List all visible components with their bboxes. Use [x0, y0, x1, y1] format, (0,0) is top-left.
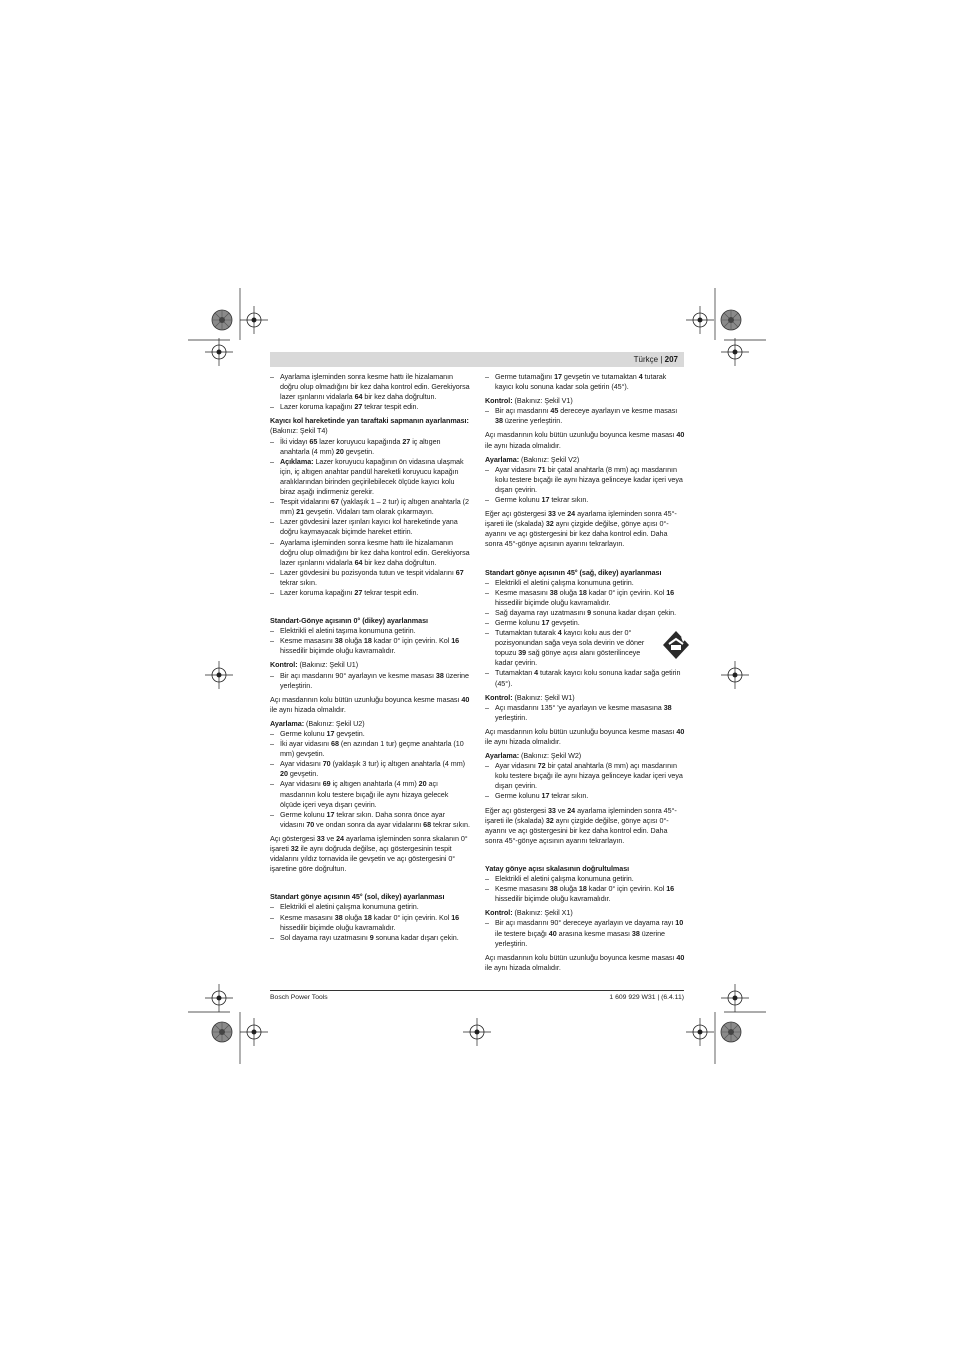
section-heading: Standart-Gönye açısının 0° (dikey) ayarlanması [270, 616, 428, 626]
list-item: – Germe kolunu 17 tekrar sıkın. [485, 495, 685, 505]
paragraph: Açı masdarının kolu bütün uzunluğu boyunca kesme masası 40 ile aynı hizada olmalıdır. [270, 694, 470, 714]
list-r1-adjust [485, 465, 685, 505]
paragraph: Açı masdarının kolu bütün uzunluğu boyunca kesme masası 40 ile aynı hizada olmalıdır. [485, 430, 685, 450]
list-r3-control [485, 918, 685, 948]
control-heading: Kontrol: (Bakınız: Şekil W1) [485, 692, 575, 702]
adjust-heading: Ayarlama: (Bakınız: Şekil V2) [485, 454, 580, 464]
list-s2-control [270, 671, 470, 691]
header-language: Türkçe [633, 355, 659, 364]
control-heading: Kontrol: (Bakınız: Şekil X1) [485, 908, 573, 918]
list-item: – Lazer gövdesini bu pozisyonda tutun ve tespit vidalarını 67 tekrar sıkın. [270, 568, 470, 588]
list-s2 [270, 626, 470, 656]
footer-brand: Bosch Power Tools [270, 994, 328, 1001]
page-header [270, 352, 684, 367]
list-r2-adjust [485, 761, 685, 801]
section-heading: Yatay gönye açısı skalasının doğrultulması [485, 863, 630, 873]
list-item: – Lazer gövdesini lazer ışınları kayıcı kol hareketinde yana doğru kaymayacak biçimde hareket ettirin. [270, 517, 470, 537]
list-item: – Elektrikli el aletini çalışma konumuna getirin. [485, 874, 685, 884]
list-s1 [270, 437, 470, 599]
note-item: – Açıklama: Lazer koruyucu kapağının ön vidasına ulaşmak için, iç altıgen anahtar pandül hareketli koruyucu kapağın aralıklarından birinden geçirilebilecek ölçüde kayıcı kolu biraz aşağı indirmeniz gerekir. [270, 457, 470, 497]
list-item: – Elektrikli el aletini taşıma konumuna getirin. [270, 626, 470, 636]
list-intro [270, 372, 470, 412]
list-item: – Ayar vidasını 70 (yaklaşık 3 tur) iç altıgen anahtarla (4 mm) 20 gevşetin. [270, 759, 470, 779]
paragraph: Açı masdarının kolu bütün uzunluğu boyunca kesme masası 40 ile aynı hizada olmalıdır. [485, 726, 685, 746]
section-heading: Standart gönye açısının 45° (sol, dikey) ayarlanması [270, 892, 445, 902]
list-item: – Germe kolunu 17 gevşetin. [270, 729, 470, 739]
list-item: – Germe kolunu 17 tekrar sıkın. [485, 791, 685, 801]
paragraph: Eğer açı göstergesi 33 ve 24 ayarlama işleminden sonra 45°-işareti ile (skalada) 32 aynı çizgide değilse, gönye açısı 0°-ayarını ve açı göstergesini bir kez daha kontrol edin. Daha sonra 45°-gönye açısının ayarını tekrarlayın. [485, 805, 677, 845]
list-item: – İki ayar vidasını 68 (en azından 1 tur) geçme anahtarla (10 mm) gevşetin. [270, 739, 470, 759]
list-item: – Bir açı masdarını 45 dereceye ayarlayın ve kesme masası 38 üzerine yerleştirin. [485, 406, 685, 426]
list-s2-adjust [270, 729, 470, 830]
r2-list-wrap [485, 578, 685, 689]
list-item: – Lazer koruma kapağını 27 tekrar tespit edin. [270, 588, 470, 598]
section-heading: Kayıcı kol hareketinde yan taraftaki sapmanın ayarlanması: (Bakınız: Şekil T4) [270, 416, 469, 436]
list-item: – Açı masdarını 135° 'ye ayarlayın ve kesme masasına 38 yerleştirin. [485, 703, 685, 723]
list-r-intro [485, 372, 685, 392]
list-item: – Kesme masasını 38 oluğa 18 kadar 0° için çevirin. Kol 16 hissedilir biçimde oluğu kavramalıdır. [270, 913, 470, 933]
left-column [270, 372, 470, 947]
paragraph: Eğer açı göstergesi 33 ve 24 ayarlama işleminden sonra 45°-işareti ile (skalada) 32 aynı çizgide değilse, gönye açısı 0°-ayarını ve açı göstergesini bir kez daha kontrol edin. Daha sonra 45°-gönye açısının ayarını tekrarlayın. [485, 509, 677, 549]
list-item: – Sol dayama rayı uzatmasını 9 sonuna kadar dışarı çekin. [270, 933, 470, 943]
list-item: – İki vidayı 65 lazer koruyucu kapağında 27 iç altıgen anahtarla (4 mm) 20 gevşetin. [270, 437, 470, 457]
paragraph: Açı göstergesi 33 ve 24 ayarlama işleminden sonra skalanın 0° işareti 32 ile aynı doğruda değilse, açı göstergesinin tespit vidalarını yıldız tornavida ile gevşetin ve açı göstergesini 0° işaretine göre doğrultun. [270, 833, 468, 874]
list-r2-control [485, 703, 685, 723]
right-column [485, 372, 685, 977]
list-item: – Ayar vidasını 71 bir çatal anahtarla (8 mm) açı masdarının kolu testere bıçağı ile aynı hizaya gelinceye kadar içeri veya dışarı çevirin. [485, 465, 685, 495]
list-item: – Elektrikli el aletini çalışma konumuna getirin. [485, 578, 685, 588]
list-item: – Tutamaktan tutarak 4 kayıcı kolu aus der 0° pozisyonundan sağa veya sola devirin ve döner topuzu 39 sağ gönye açısı alanı gösterilinceye kadar çevirin. [485, 628, 685, 668]
list-item: – Elektrikli el aletini çalışma konumuna getirin. [270, 902, 470, 912]
rotate-right-icon [661, 630, 691, 660]
list-s3 [270, 902, 470, 942]
control-heading: Kontrol: (Bakınız: Şekil V1) [485, 396, 573, 406]
list-r1-control [485, 406, 685, 426]
list-item: – Ayarlama işleminden sonra kesme hattı ile hizalamanın doğru olup olmadığını bir kez daha kontrol edin. Gerekiyorsa lazer ışınlarını vidalarla 64 bir kez daha doğrultun. [270, 372, 470, 402]
footer-code: 1 609 929 W31 | (6.4.11) [609, 994, 684, 1001]
control-heading: Kontrol: (Bakınız: Şekil U1) [270, 660, 359, 670]
list-item: – Ayarlama işleminden sonra kesme hattı ile hizalamanın doğru olup olmadığını bir kez daha kontrol edin. Gerekiyorsa lazer ışınlarını vidalarla 64 bir kez daha doğrultun. [270, 538, 470, 568]
footer-rule [270, 990, 684, 991]
list-item: – Tutamaktan 4 tutarak kayıcı kolu sonuna kadar sağa getirin (45°). [485, 668, 685, 688]
list-item: – Lazer koruma kapağını 27 tekrar tespit edin. [270, 402, 470, 412]
header-text: Türkçe | 207 [633, 355, 678, 364]
list-r3 [485, 874, 685, 904]
list-item: – Ayar vidasını 72 bir çatal anahtarla (8 mm) açı masdarının kolu testere bıçağı ile aynı hizaya gelinceye kadar içeri veya dışarı çevirin. [485, 761, 685, 791]
page-number: 207 [664, 355, 678, 364]
list-item: – Germe kolunu 17 gevşetin. [485, 618, 685, 628]
list-item: – Ayar vidasını 69 iç altıgen anahtarla (4 mm) 20 açı masdarının kolu testere bıçağı ile aynı hizaya gelecek ölçüde içeri veya dışarı çevirin. [270, 779, 470, 809]
list-item: – Germe tutamağını 17 gevşetin ve tutamaktan 4 tutarak kayıcı kolu sonuna kadar sola getirin (45°). [485, 372, 685, 392]
adjust-heading: Ayarlama: (Bakınız: Şekil W2) [485, 751, 582, 761]
list-item: – Kesme masasını 38 oluğa 18 kadar 0° için çevirin. Kol 16 hissedilir biçimde oluğu kavramalıdır. [270, 636, 470, 656]
list-item: – Germe kolunu 17 tekrar sıkın. Daha sonra önce ayar vidasını 70 ve ondan sonra da ayar vidalarını 68 tekrar sıkın. [270, 810, 470, 830]
list-item: – Bir açı masdarını 90° ayarlayın ve kesme masası 38 üzerine yerleştirin. [270, 671, 470, 691]
adjust-heading: Ayarlama: (Bakınız: Şekil U2) [270, 718, 365, 728]
list-item: – Kesme masasını 38 oluğa 18 kadar 0° için çevirin. Kol 16 hissedilir biçimde oluğu kavramalıdır. [485, 884, 685, 904]
list-r2 [485, 578, 685, 689]
section-heading: Standart gönye açısının 45° (sağ, dikey) ayarlanması [485, 567, 662, 577]
paragraph: Açı masdarının kolu bütün uzunluğu boyunca kesme masası 40 ile aynı hizada olmalıdır. [485, 952, 685, 972]
list-item: – Sağ dayama rayı uzatmasını 9 sonuna kadar dışarı çekin. [485, 608, 685, 618]
list-item: – Bir açı masdarını 90° dereceye ayarlayın ve dayama rayı 10 ile testere bıçağı 40 arasına kesme masası 38 üzerine yerleştirin. [485, 918, 685, 948]
list-item: – Kesme masasını 38 oluğa 18 kadar 0° için çevirin. Kol 16 hissedilir biçimde oluğu kavramalıdır. [485, 588, 685, 608]
list-item: – Tespit vidalarını 67 (yaklaşık 1 – 2 tur) iç altıgen anahtarla (2 mm) 21 gevşetin. Vidaları tam olarak çıkarmayın. [270, 497, 470, 517]
